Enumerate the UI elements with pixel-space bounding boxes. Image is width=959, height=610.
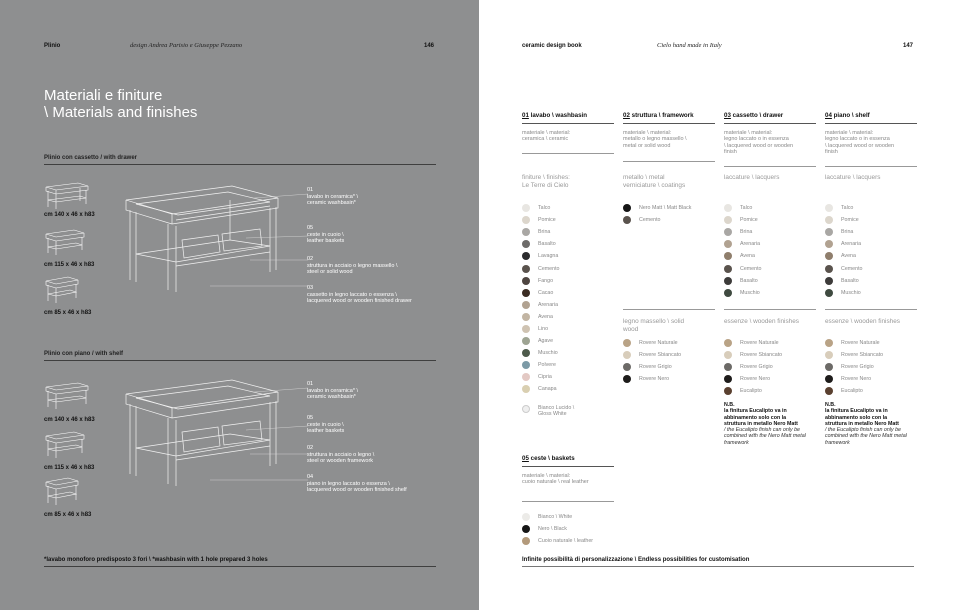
swatch-label: Cuoio naturale \ leather <box>538 538 594 545</box>
swatch-item[interactable] <box>623 337 718 349</box>
swatch-label: Rovere Nero <box>841 376 872 383</box>
swatch-item[interactable] <box>724 214 819 226</box>
column-number: 03 <box>724 112 731 119</box>
swatch-label: Brina <box>841 229 854 236</box>
column-drawer <box>724 112 816 155</box>
color-dot <box>522 204 530 212</box>
swatch-item[interactable] <box>825 287 920 299</box>
swatch-item[interactable] <box>623 373 718 385</box>
thumbnail-115-shelf <box>44 430 86 460</box>
swatch-label: Cemento <box>639 217 661 224</box>
material-text: materiale \ material: legno laccato o in essenza \ lacquered wood or wooden finish <box>724 130 794 155</box>
swatch-label: Bianco \ White <box>538 514 573 521</box>
dimension-label: cm 140 x 46 x h83 <box>44 417 95 423</box>
swatch-item[interactable] <box>522 311 617 323</box>
swatch-label: Rovere Grigio <box>841 364 874 371</box>
swatch-label: Lavagna <box>538 253 559 260</box>
color-dot <box>825 289 833 297</box>
swatch-item[interactable] <box>522 323 617 335</box>
dimension-label: cm 140 x 46 x h83 <box>44 212 95 218</box>
callout-washbasin: 01 lavabo in ceramica* \ ceramic washbasin* <box>307 187 359 207</box>
page-title <box>44 87 197 121</box>
swatch-label: Pomice <box>740 217 758 224</box>
lacquers-title: laccature \ lacquers <box>724 174 780 181</box>
eucalipto-note: N.B. la finitura Eucalipto va in abbinamento solo con la struttura in metallo Nero Matt / the Eucalipto finish can only be combined with the Nero Matt metal framework <box>724 402 806 446</box>
swatch-item[interactable] <box>825 226 920 238</box>
color-dot <box>825 265 833 273</box>
thumbnail-85-shelf <box>44 476 80 508</box>
swatch-label: Avena <box>740 253 755 260</box>
color-dot <box>522 537 530 545</box>
swatch-label: Rovere Naturale <box>740 340 779 347</box>
swatch-item[interactable] <box>522 238 617 250</box>
swatch-label: Rovere Naturale <box>841 340 880 347</box>
left-page <box>0 0 479 610</box>
material-text: materiale \ material: ceramica \ ceramic <box>522 130 571 143</box>
swatch-label: Rovere Nero <box>639 376 670 383</box>
swatch-item[interactable] <box>522 335 617 347</box>
swatch-label: Pomice <box>538 217 556 224</box>
shelf-wood-list <box>825 337 920 397</box>
color-dot <box>724 289 732 297</box>
column-number: 02 <box>623 112 630 119</box>
color-dot <box>825 216 833 224</box>
swatch-item[interactable] <box>522 371 617 383</box>
color-dot <box>522 337 530 345</box>
finishes-title: finiture \ finishes: Le Terre di Cielo <box>522 174 570 189</box>
column-title: lavabo \ washbasin <box>530 112 588 119</box>
thumbnail-140-drawer <box>44 181 90 211</box>
swatch-label: Pomice <box>841 217 859 224</box>
color-dot <box>825 339 833 347</box>
swatch-item[interactable] <box>724 250 819 262</box>
swatch-item[interactable] <box>724 385 819 397</box>
column-framework <box>623 112 715 149</box>
section-divider <box>44 164 436 165</box>
swatch-item[interactable] <box>825 202 920 214</box>
dimension-label: cm 85 x 46 x h83 <box>44 512 92 518</box>
swatch-item[interactable] <box>623 214 718 226</box>
swatch-label: Avena <box>841 253 856 260</box>
swatch-label: Rovere Nero <box>740 376 771 383</box>
color-dot <box>522 373 530 381</box>
swatch-label: Lino <box>538 325 549 332</box>
right-page-number: 147 <box>903 43 914 49</box>
swatch-label: Brina <box>538 229 551 236</box>
color-dot <box>623 204 631 212</box>
eucalipto-note: N.B. la finitura Eucalipto va in abbinamento solo con la struttura in metallo Nero Matt / the Eucalipto finish can only be combined with the Nero Matt metal framework <box>825 402 907 446</box>
color-dot <box>522 277 530 285</box>
swatch-item[interactable] <box>522 535 617 547</box>
section-divider <box>44 360 436 361</box>
color-dot <box>623 375 631 383</box>
color-dot <box>825 277 833 285</box>
swatch-item[interactable] <box>623 349 718 361</box>
swatch-item[interactable] <box>825 349 920 361</box>
solid-wood-list <box>623 337 718 385</box>
color-dot <box>724 339 732 347</box>
swatch-label: Cemento <box>740 265 762 272</box>
footer-divider <box>44 566 436 567</box>
swatch-item[interactable] <box>724 226 819 238</box>
swatch-label: Polvere <box>538 362 556 369</box>
column-title: ceste \ baskets <box>530 455 575 462</box>
title-line-en: \ Materials and finishes <box>44 104 198 121</box>
title-line-it: Materiali e finiture <box>44 87 163 104</box>
washbasin-finish-list <box>522 202 617 396</box>
swatch-item[interactable] <box>825 275 920 287</box>
thumbnail-85-drawer <box>44 275 80 305</box>
swatch-item[interactable] <box>522 383 617 395</box>
swatch-label: Eucalipto <box>841 388 863 395</box>
material-text: materiale \ material: cuoio naturale \ real leather <box>522 473 589 486</box>
swatch-label: Muschio <box>841 289 861 296</box>
shelf-lacquer-list <box>825 202 920 299</box>
swatch-label: Canapa <box>538 386 557 393</box>
swatch-label: Cipria <box>538 374 552 381</box>
swatch-item[interactable] <box>825 214 920 226</box>
dimension-label: cm 85 x 46 x h83 <box>44 310 92 316</box>
section-drawer-heading: Plinio con cassetto / with drawer <box>44 155 138 161</box>
swatch-item[interactable] <box>522 214 617 226</box>
section-shelf-heading: Plinio con piano / with shelf <box>44 351 124 357</box>
swatch-item[interactable] <box>522 262 617 274</box>
callout-shelf: 04 piano in legno laccato o essenza \ lacquered wood or wooden finished shelf <box>307 474 407 494</box>
drawer-lacquer-list <box>724 202 819 299</box>
drawer-wood-list <box>724 337 819 397</box>
swatch-item[interactable] <box>724 361 819 373</box>
color-dot <box>724 375 732 383</box>
column-title: cassetto \ drawer <box>732 112 784 119</box>
swatch-item[interactable] <box>825 385 920 397</box>
swatch-label: Rovere Grigio <box>740 364 773 371</box>
color-dot <box>825 363 833 371</box>
left-designers: design Andrea Parisio e Giuseppe Pezzano <box>130 42 243 49</box>
swatch-label: Arenaria <box>841 241 862 248</box>
solid-wood-title: legno massello \ solid wood <box>623 318 685 333</box>
color-dot <box>825 252 833 260</box>
swatch-label: Cemento <box>841 265 863 272</box>
color-dot <box>623 216 631 224</box>
thumbnail-115-drawer <box>44 228 86 256</box>
right-brand: ceramic design book <box>522 43 582 49</box>
column-number: 05 <box>522 455 529 462</box>
swatch-label: Eucalipto <box>740 388 762 395</box>
swatch-label: Agave <box>538 338 554 345</box>
color-dot <box>825 240 833 248</box>
color-dot <box>724 240 732 248</box>
color-dot <box>825 204 833 212</box>
left-brand: Plinio <box>44 43 61 49</box>
color-dot <box>825 351 833 359</box>
swatch-item[interactable] <box>724 373 819 385</box>
swatch-label: Talco <box>841 205 854 212</box>
color-dot <box>724 204 732 212</box>
swatch-item[interactable]: Bianco Lucido \ Gloss White <box>522 405 617 421</box>
color-dot <box>825 228 833 236</box>
callout-baskets: 05 ceste in cuoio \ leather baskets <box>307 415 345 435</box>
swatch-item[interactable] <box>522 359 617 371</box>
color-dot <box>522 325 530 333</box>
color-dot <box>623 363 631 371</box>
washbasin-footnote: *lavabo monoforo predisposto 3 fori \ *washbasin with 1 hole prepared 3 holes <box>44 557 268 563</box>
swatch-item[interactable] <box>724 238 819 250</box>
swatch-item[interactable] <box>724 337 819 349</box>
swatch-item[interactable] <box>522 250 617 262</box>
material-text: materiale \ material: legno laccato o in essenza \ lacquered wood or wooden finish <box>825 130 895 155</box>
swatch-label: Basalto <box>841 277 859 284</box>
swatch-item[interactable] <box>522 347 617 359</box>
color-dot <box>522 385 530 393</box>
swatch-label: Rovere Sbiancato <box>841 352 884 359</box>
swatch-item[interactable] <box>522 275 617 287</box>
swatch-item[interactable] <box>623 202 718 214</box>
swatch-label: Nero Matt \ Matt Black <box>639 205 692 212</box>
column-shelf <box>825 112 917 155</box>
color-dot <box>724 363 732 371</box>
color-dot <box>522 240 530 248</box>
customisation-footer: Infinite possibilità di personalizzazione \ Endless possibilities for customisation <box>522 557 750 563</box>
swatch-item[interactable] <box>623 361 718 373</box>
shelf-unit-drawing <box>120 374 310 486</box>
column-number: 01 <box>522 112 529 119</box>
thumbnail-140-shelf <box>44 381 90 411</box>
callout-washbasin: 01 lavabo in ceramica* \ ceramic washbasin* <box>307 381 359 401</box>
swatch-label: Basalto <box>538 241 556 248</box>
swatch-item[interactable] <box>825 250 920 262</box>
swatch-item[interactable] <box>724 349 819 361</box>
swatch-item[interactable] <box>522 202 617 214</box>
color-dot <box>522 313 530 321</box>
swatch-item[interactable] <box>825 262 920 274</box>
swatch-item[interactable] <box>724 275 819 287</box>
basket-finish-list <box>522 511 617 547</box>
color-dot <box>522 361 530 369</box>
color-dot <box>724 277 732 285</box>
swatch-item[interactable] <box>522 287 617 299</box>
swatch-label: Avena <box>538 313 553 320</box>
column-number: 04 <box>825 112 832 119</box>
column-title: struttura \ framework <box>631 112 694 119</box>
swatch-label: Cemento <box>538 265 560 272</box>
color-dot <box>623 339 631 347</box>
color-dot <box>825 375 833 383</box>
color-dot <box>522 228 530 236</box>
swatch-item[interactable] <box>724 262 819 274</box>
color-dot <box>522 301 530 309</box>
wooden-finishes-title: essenze \ wooden finishes <box>825 318 900 325</box>
color-dot <box>724 216 732 224</box>
swatch-label: Fango <box>538 277 554 284</box>
column-washbasin <box>522 112 614 143</box>
color-dot <box>522 525 530 533</box>
callout-baskets: 05 ceste in cuoio \ leather baskets <box>307 225 345 245</box>
color-dot <box>522 265 530 273</box>
wooden-finishes-title: essenze \ wooden finishes <box>724 318 799 325</box>
dimension-label: cm 115 x 46 x h83 <box>44 262 95 268</box>
color-dot <box>825 387 833 395</box>
swatch-label: Talco <box>538 205 551 212</box>
swatch-label: Brina <box>740 229 753 236</box>
color-dot <box>522 349 530 357</box>
footer-divider <box>522 566 914 567</box>
swatch-label: Muschio <box>740 289 760 296</box>
color-dot <box>724 351 732 359</box>
left-page-number: 146 <box>424 43 435 49</box>
swatch-item[interactable] <box>724 202 819 214</box>
swatch-label: Rovere Sbiancato <box>639 352 682 359</box>
color-dot <box>623 351 631 359</box>
swatch-label: Rovere Grigio <box>639 364 672 371</box>
column-title: piano \ shelf <box>833 112 870 119</box>
gloss-white-item <box>522 405 617 421</box>
lacquers-title: laccature \ lacquers <box>825 174 881 181</box>
color-dot <box>724 387 732 395</box>
right-tagline: Cielo hand made in Italy <box>657 42 722 49</box>
swatch-label: Arenaria <box>538 301 559 308</box>
swatch-label: Arenaria <box>740 241 761 248</box>
swatch-item[interactable] <box>825 337 920 349</box>
callout-drawer: 03 cassetto in legno laccato o essenza \ lacquered wood or wooden finished drawer <box>307 285 412 305</box>
color-dot <box>724 228 732 236</box>
swatch-item[interactable] <box>724 287 819 299</box>
swatch-item[interactable] <box>522 511 617 523</box>
swatch-label: Rovere Sbiancato <box>740 352 783 359</box>
callout-framework: 02 struttura in acciaio o legno \ steel or wooden framework <box>307 445 375 465</box>
column-baskets <box>522 455 614 486</box>
dimension-label: cm 115 x 46 x h83 <box>44 465 95 471</box>
color-dot <box>522 405 530 413</box>
material-text: materiale \ material: metallo o legno massello \ metal or solid wood <box>623 130 687 149</box>
swatch-label: Basalto <box>740 277 758 284</box>
swatch-label: Muschio <box>538 350 558 357</box>
color-dot <box>522 252 530 260</box>
drawer-unit-drawing <box>120 180 310 292</box>
swatch-item[interactable] <box>522 523 617 535</box>
swatch-label: Rovere Naturale <box>639 340 678 347</box>
color-dot <box>522 289 530 297</box>
color-dot <box>724 252 732 260</box>
metal-coatings-title: metallo \ metal verniciature \ coatings <box>623 174 686 189</box>
callout-framework: 02 struttura in acciaio o legno massello \ steel or solid wood <box>307 256 398 276</box>
color-dot <box>522 513 530 521</box>
swatch-label: Cacao <box>538 289 554 296</box>
swatch-item[interactable] <box>825 373 920 385</box>
metal-coating-list <box>623 202 718 226</box>
swatch-label: Talco <box>740 205 753 212</box>
swatch-label: Nero \ Black <box>538 526 567 533</box>
swatch-item[interactable] <box>522 226 617 238</box>
swatch-item[interactable] <box>825 361 920 373</box>
swatch-item[interactable] <box>825 238 920 250</box>
color-dot <box>522 216 530 224</box>
color-dot <box>724 265 732 273</box>
swatch-item[interactable] <box>522 299 617 311</box>
